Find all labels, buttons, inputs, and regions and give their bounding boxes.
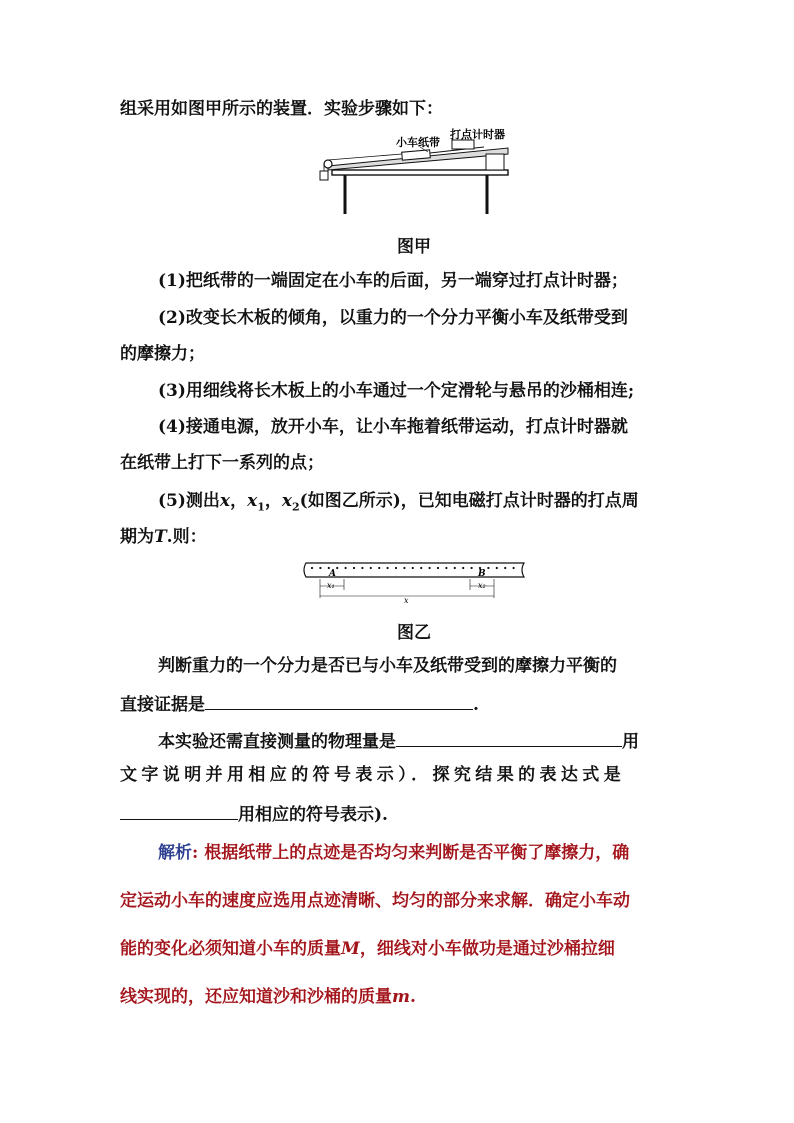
tape-dot <box>361 567 363 569</box>
var-x1: x <box>247 491 258 511</box>
figure-jia-caption: 图甲 <box>397 237 431 257</box>
step-3: (3)用细线将长木板上的小车通过一个定滑轮与悬吊的沙桶相连; <box>158 381 635 401</box>
step-5-line-2 <box>120 526 207 548</box>
analysis-line-2: 定运动小车的速度应选用点迹清晰、均匀的部分来求解．确定小车动 <box>120 891 630 911</box>
sand-bucket <box>320 171 328 180</box>
answer-blank-2[interactable] <box>396 728 622 747</box>
board-support <box>486 154 504 170</box>
analysis-text-4-post: . <box>410 987 416 1007</box>
label-x2: x₂ <box>478 581 486 590</box>
question-1-line-2 <box>120 691 479 716</box>
tape-dot <box>471 567 473 569</box>
label-x: x <box>404 596 409 605</box>
tape-dot <box>513 567 515 569</box>
label-A: A <box>329 569 336 579</box>
question-2-text: 本实验还需直接测量的物理量是 <box>158 732 396 752</box>
tape-dot <box>345 567 347 569</box>
tape-dot <box>378 567 380 569</box>
tape-dot <box>403 567 405 569</box>
string-horizontal <box>328 154 402 160</box>
analysis-text-3-pre: 能的变化必须知道小车的质量 <box>120 939 341 959</box>
tape-dot <box>387 567 389 569</box>
question-2-end: 用 <box>622 732 639 752</box>
label-B: B <box>478 569 486 579</box>
tape-outline <box>304 563 524 577</box>
var-m: m <box>392 987 410 1007</box>
analysis-text-1: : 根据纸带上的点迹是否均匀来判断是否平衡了摩擦力，确 <box>192 843 630 863</box>
answer-blank-1[interactable] <box>205 691 473 710</box>
tape-dot <box>462 567 464 569</box>
var-x2: x <box>281 491 292 511</box>
var-T: T <box>154 527 167 547</box>
step-5b-post: .则： <box>166 527 207 547</box>
step-4-line-2: 在纸带上打下一系列的点； <box>120 453 324 473</box>
tape-dot <box>311 567 313 569</box>
question-1-line-1: 判断重力的一个分力是否已与小车及纸带受到的摩擦力平衡的 <box>158 656 617 676</box>
question-2-line-2: 文字说明并用相应的符号表示）．探究结果的表达式是 <box>120 765 626 785</box>
tape-dot <box>496 567 498 569</box>
tape-dot <box>445 567 447 569</box>
analysis-key: 解析 <box>158 843 192 863</box>
label-x1: x₁ <box>327 581 335 590</box>
step-5-pre: (5)测出 <box>158 491 220 511</box>
label-timer: 打点计时器 <box>450 128 505 141</box>
analysis-line-4 <box>120 986 416 1008</box>
label-cart-tape: 小车纸带 <box>396 136 440 149</box>
tape-dot <box>454 567 456 569</box>
tape-dot <box>353 567 355 569</box>
figure-yi-caption: 图乙 <box>397 623 431 643</box>
step-4-line-1: (4)接通电源，放开小车，让小车拖着纸带运动，打点计时器就 <box>158 417 628 437</box>
step-5b-pre: 期为 <box>120 527 154 547</box>
pulley <box>324 160 332 168</box>
tape-dot <box>370 567 372 569</box>
table-top <box>332 170 508 175</box>
question-1-text: 直接证据是 <box>120 695 205 715</box>
question-2-line-1 <box>158 728 639 753</box>
var-M: M <box>341 939 360 959</box>
tape-dot <box>437 567 439 569</box>
tape-dot <box>487 567 489 569</box>
step-1: (1)把纸带的一端固定在小车的后面，另一端穿过打点计时器； <box>158 271 628 291</box>
var-x: x <box>219 491 231 511</box>
tape-dot <box>429 567 431 569</box>
tape-dot <box>412 567 414 569</box>
analysis-text-4-pre: 线实现的，还应知道沙和沙桶的质量 <box>120 987 392 1007</box>
analysis-text-3-post: ，细线对小车做功是通过沙桶拉细 <box>359 939 615 959</box>
question-1-end: . <box>473 695 479 715</box>
dot-timer <box>452 140 474 149</box>
answer-blank-3[interactable] <box>120 801 238 820</box>
question-2-line-3 <box>120 801 388 826</box>
figure-jia <box>0 126 794 226</box>
step-2-line-1: (2)改变长木板的倾角，以重力的一个分力平衡小车及纸带受到 <box>158 308 628 328</box>
question-2-tail: 用相应的符号表示). <box>238 805 388 825</box>
tape-dot <box>395 567 397 569</box>
analysis-line-1 <box>158 842 629 864</box>
figure-yi <box>0 558 794 608</box>
step-5-line-1: (5)测出x，$x_1$，$x_2$(如图乙所示)，已知电磁打点计时器的打点周 <box>158 491 639 514</box>
step-5-post: (如图乙所示)，已知电磁打点计时器的打点周 <box>299 491 639 511</box>
tape-dot <box>504 567 506 569</box>
analysis-line-3 <box>120 938 615 960</box>
tape-dot <box>420 567 422 569</box>
tape-dot <box>336 567 338 569</box>
tape-dot <box>319 567 321 569</box>
intro-text: 组采用如图甲所示的装置．实验步骤如下： <box>120 99 443 119</box>
step-2-line-2: 的摩擦力； <box>120 344 205 364</box>
